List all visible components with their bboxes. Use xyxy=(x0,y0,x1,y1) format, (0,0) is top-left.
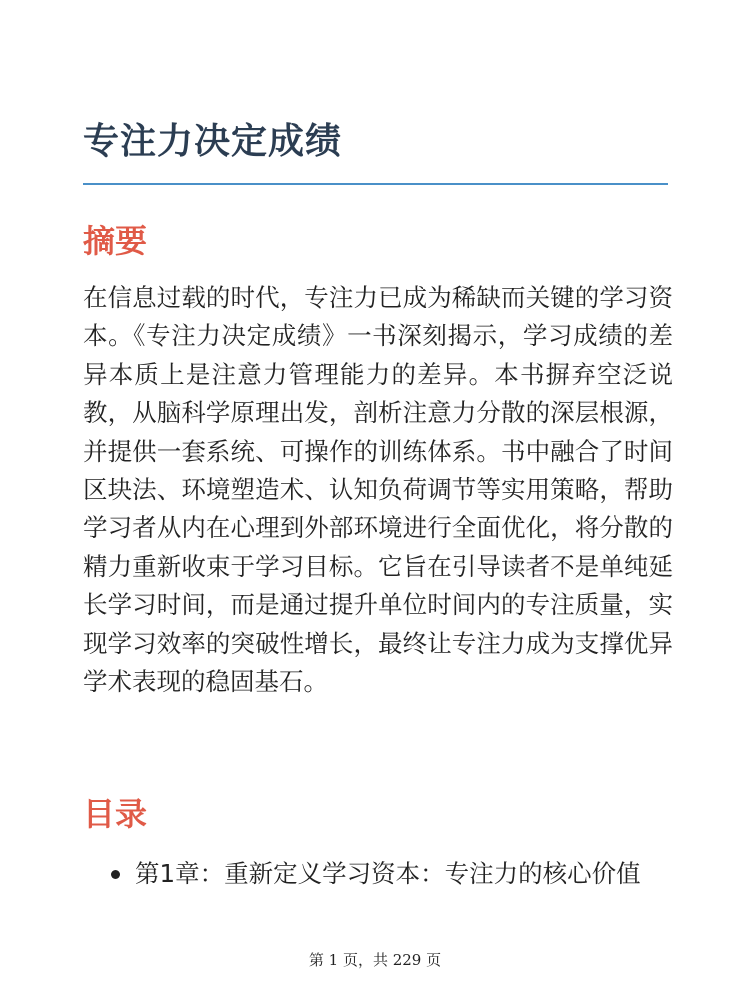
toc-item[interactable] xyxy=(83,855,673,893)
page-number-footer: 第 1 页，共 229 页 xyxy=(308,951,442,969)
toc-item-label: 第1章：重新定义学习资本：专注力的核心价值 xyxy=(135,859,641,888)
toc-list xyxy=(83,855,673,893)
page-title: 专注力决定成绩 xyxy=(83,121,343,162)
abstract-heading: 摘要 xyxy=(83,222,148,260)
bullet-icon xyxy=(111,870,120,879)
abstract-paragraph: 在信息过载的时代，专注力已成为稀缺而关键的学习资本。《专注力决定成绩》一书深刻揭示，学习成绩的差异本质上是注意力管理能力的差异。本书摒弃空泛说教，从脑科学原理出发，剖析注意力分散的深层根源，并提供一套系统、可操作的训练体系。书中融合了时间区块法、环境塑造术、认知负荷调节等实用策略，帮助学习者从内在心理到外部环境进行全面优化，将分散的精力重新收束于学习目标。它旨在引导读者不是单纯延长学习时间，而是通过提升单位时间内的专注质量，实现学习效率的突破性增长，最终让专注力成为支撑优异学术表现的稳固基石。 xyxy=(83,283,673,697)
title-divider xyxy=(83,183,668,185)
toc-heading: 目录 xyxy=(83,795,148,833)
